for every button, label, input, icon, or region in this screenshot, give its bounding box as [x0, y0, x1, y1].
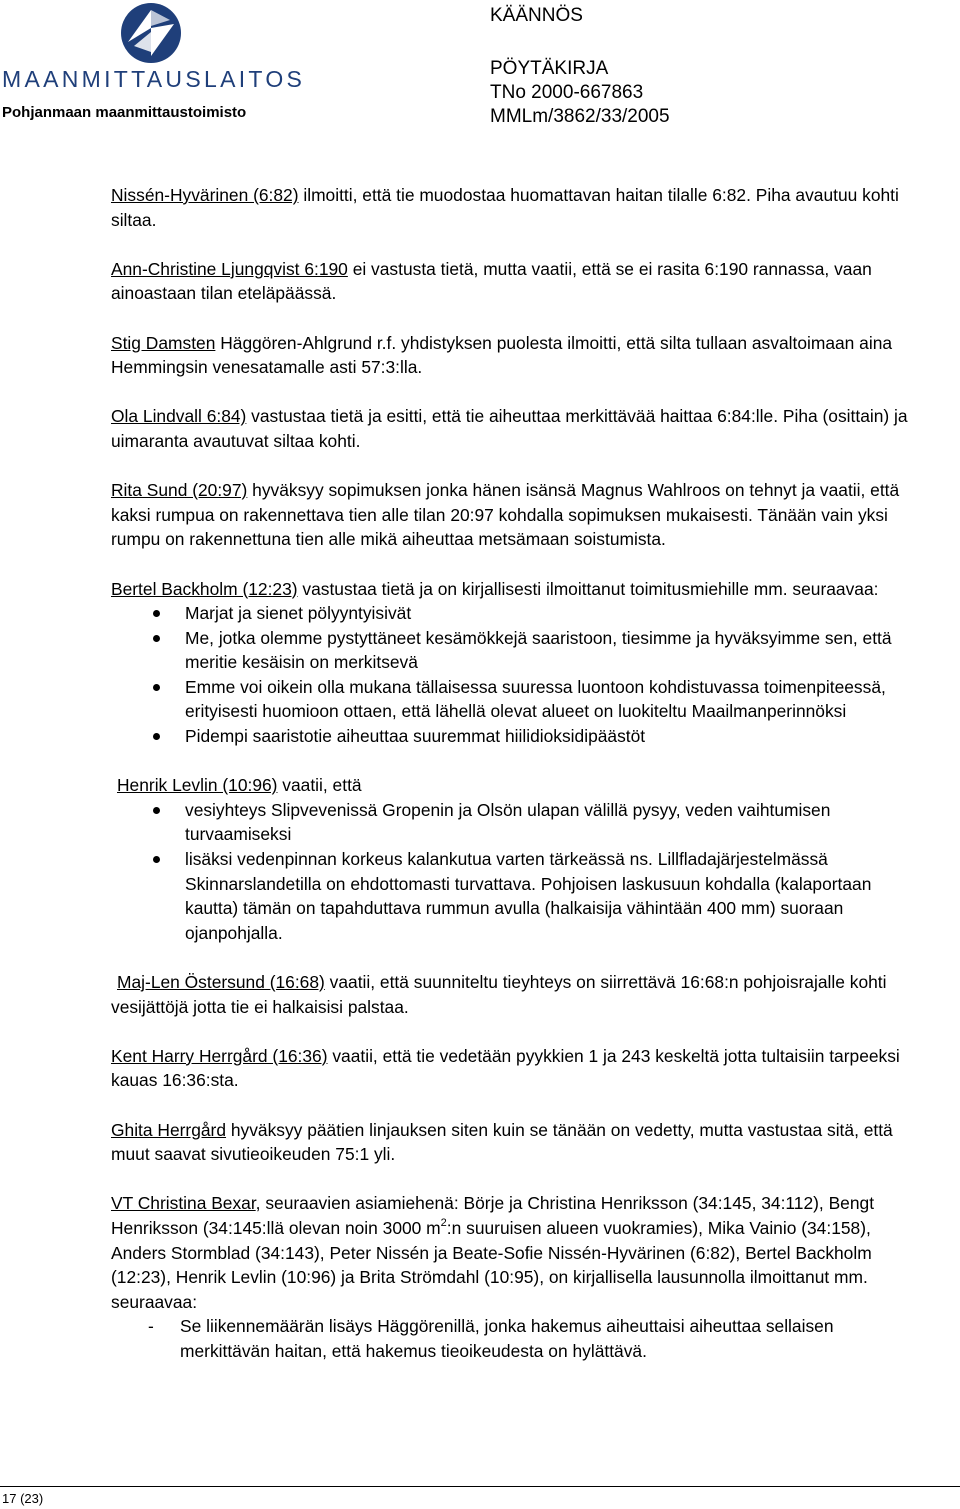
reference-number: MMLm/3862/33/2005	[490, 106, 670, 127]
list-item: Me, jotka olemme pystyttäneet kesämökkejä saaristoon, tiesimme ja hyväksyimme sen, että meritie kesäisin on merkitsevä	[151, 626, 926, 675]
party-name: Ghita Herrgård	[111, 1119, 227, 1140]
statement-paragraph	[111, 404, 926, 453]
statement-text: hyväksyy sopimuksen jonka hänen isänsä Magnus Wahlroos on tehnyt ja vaatii, että kaksi rumpua on rakennettava tien alle tilan 20:97 kohdalla sopimuksen mukaisesti. Tänään vain yksi rumpu on rakennettuna tien alle mikä aiheuttaa metsämaan soistumista.	[111, 480, 900, 550]
statement-text: hyväksyy päätien linjauksen siten kuin se tänään on vedetty, mutta vastustaa sitä, että muut saavat sivutieoikeuden 75:1 yli.	[111, 1119, 893, 1165]
statement-text: vastustaa tietä ja esitti, että tie aiheuttaa merkittävää haittaa 6:84:lle. Piha (osittain) ja uimaranta avautuvat siltaa kohti.	[111, 406, 908, 451]
statement-paragraph	[111, 577, 926, 749]
party-name: Ann-Christine Ljungqvist 6:190	[111, 258, 348, 279]
party-name: Rita Sund (20:97)	[111, 480, 248, 501]
maanmittauslaitos-emblem-icon	[120, 2, 182, 64]
statement-paragraph	[111, 1118, 926, 1167]
statement-text: , seuraavien asiamiehenä: Börje ja Christina Henriksson (34:145, 34:112), Bengt Henriksson (34:145:llä olevan noin 3000 m	[111, 1193, 875, 1238]
statement-paragraph	[111, 970, 926, 1019]
document-body	[111, 183, 926, 1364]
tno-number: TNo 2000-667863	[490, 82, 644, 103]
bullet-list	[151, 798, 926, 946]
statement-paragraph	[111, 478, 926, 552]
statement-text: ilmoitti, että tie muodostaa huomattavan haitan tilalle 6:82. Piha avautuu kohti siltaa.	[111, 185, 899, 230]
protocol-label: PÖYTÄKIRJA	[490, 58, 609, 79]
party-name: Henrik Levlin (10:96)	[117, 775, 278, 796]
party-name: VT Christina Bexar	[111, 1193, 256, 1214]
footer-divider	[0, 1486, 960, 1487]
party-name: Ola Lindvall 6:84)	[111, 406, 247, 427]
statement-paragraph	[111, 331, 926, 380]
party-name: Kent Harry Herrgård (16:36)	[111, 1045, 328, 1066]
bullet-list	[151, 601, 926, 749]
list-item: Marjat ja sienet pölyyntyisivät	[151, 601, 926, 626]
list-item: - Se liikennemäärän lisäys Häggörenillä, jonka hakemus aiheuttaisi aiheuttaa sellaisen merkittävän haitan, että hakemus tieoikeudesta on hylättävä.	[146, 1314, 926, 1363]
statement-paragraph	[111, 183, 926, 232]
list-item: lisäksi vedenpinnan korkeus kalankutua varten tärkeässä ns. Lillfladajärjestelmässä Skinnarslandetilla on ehdottomasti turvattava. Pohjoisen laskusuun kohdalla (kalaportaan kautta) tämän on tapahduttava rummun avulla (halkaisija vähintään 400 mm) suoraan ojanpohjalla.	[151, 847, 926, 945]
document-type: KÄÄNNÖS	[490, 5, 583, 26]
statement-text: Häggören-Ahlgrund r.f. yhdistyksen puolesta ilmoitti, että silta tullaan asvaltoimaan aina Hemmingsin venesatamalle asti 57:3:lla.	[111, 332, 893, 378]
list-item: Emme voi oikein olla mukana tällaisessa suuressa luontoon kohdistuvassa toimenpiteessä, erityisesti huomioon ottaen, että lähellä olevat alueet on luokiteltu Maailmanperinnöksi	[151, 675, 926, 724]
organization-logo	[0, 0, 306, 130]
statement-paragraph	[111, 257, 926, 306]
party-name: Maj-Len Östersund (16:68)	[117, 972, 325, 992]
statement-text: :n suuruisen alueen vuokramies), Mika Vainio (34:158), Anders Stormblad (34:143), Peter Nissén ja Beate-Sofie Nissén-Hyvärinen (6:82), Bertel Backholm (12:23), Henrik Levlin (10:96) ja Brita Strömdahl (10:95), on kirjallisella lausunnolla ilmoittanut mm. seuraavaa:	[111, 1217, 872, 1312]
party-name: Stig Damsten	[111, 332, 216, 353]
list-item: Pidempi saaristotie aiheuttaa suuremmat hiilidioksidipäästöt	[151, 724, 926, 749]
document-header-info	[490, 4, 670, 129]
party-name: Nissén-Hyvärinen (6:82)	[111, 185, 299, 205]
statement-text: vaatii, että suunniteltu tieyhteys on siirrettävä 16:68:n pohjoisrajalle kohti vesijättöjä jotta tie ei halkaisisi palstaa.	[111, 972, 887, 1017]
dash-list	[146, 1314, 926, 1363]
office-name: Pohjanmaan maanmittaustoimisto	[2, 104, 247, 121]
party-name: Bertel Backholm (12:23)	[111, 578, 298, 599]
statement-text: ei vastusta tietä, mutta vaatii, että se ei rasita 6:190 rannassa, vaan ainoastaan tilan eteläpäässä.	[111, 258, 872, 304]
superscript: 2	[440, 1216, 447, 1229]
list-item: vesiyhteys Slipvevenissä Gropenin ja Olsön ulapan välillä pysyy, veden vaihtumisen turvaamiseksi	[151, 798, 926, 847]
page-number: 17 (23)	[2, 1491, 44, 1506]
statement-paragraph	[111, 773, 926, 945]
statement-text: vaatii, että tie vedetään pyykkien 1 ja 243 keskeltä jotta tultaisiin tarpeeksi kauas 16:36:sta.	[111, 1045, 900, 1091]
statement-text: vastustaa tietä ja on kirjallisesti ilmoittanut toimitusmiehille mm. seuraavaa:	[297, 578, 879, 599]
statement-text: vaatii, että	[277, 775, 362, 796]
statement-paragraph	[111, 1191, 926, 1363]
statement-paragraph	[111, 1044, 926, 1093]
organization-name: MAANMITTAUSLAITOS	[2, 66, 306, 92]
